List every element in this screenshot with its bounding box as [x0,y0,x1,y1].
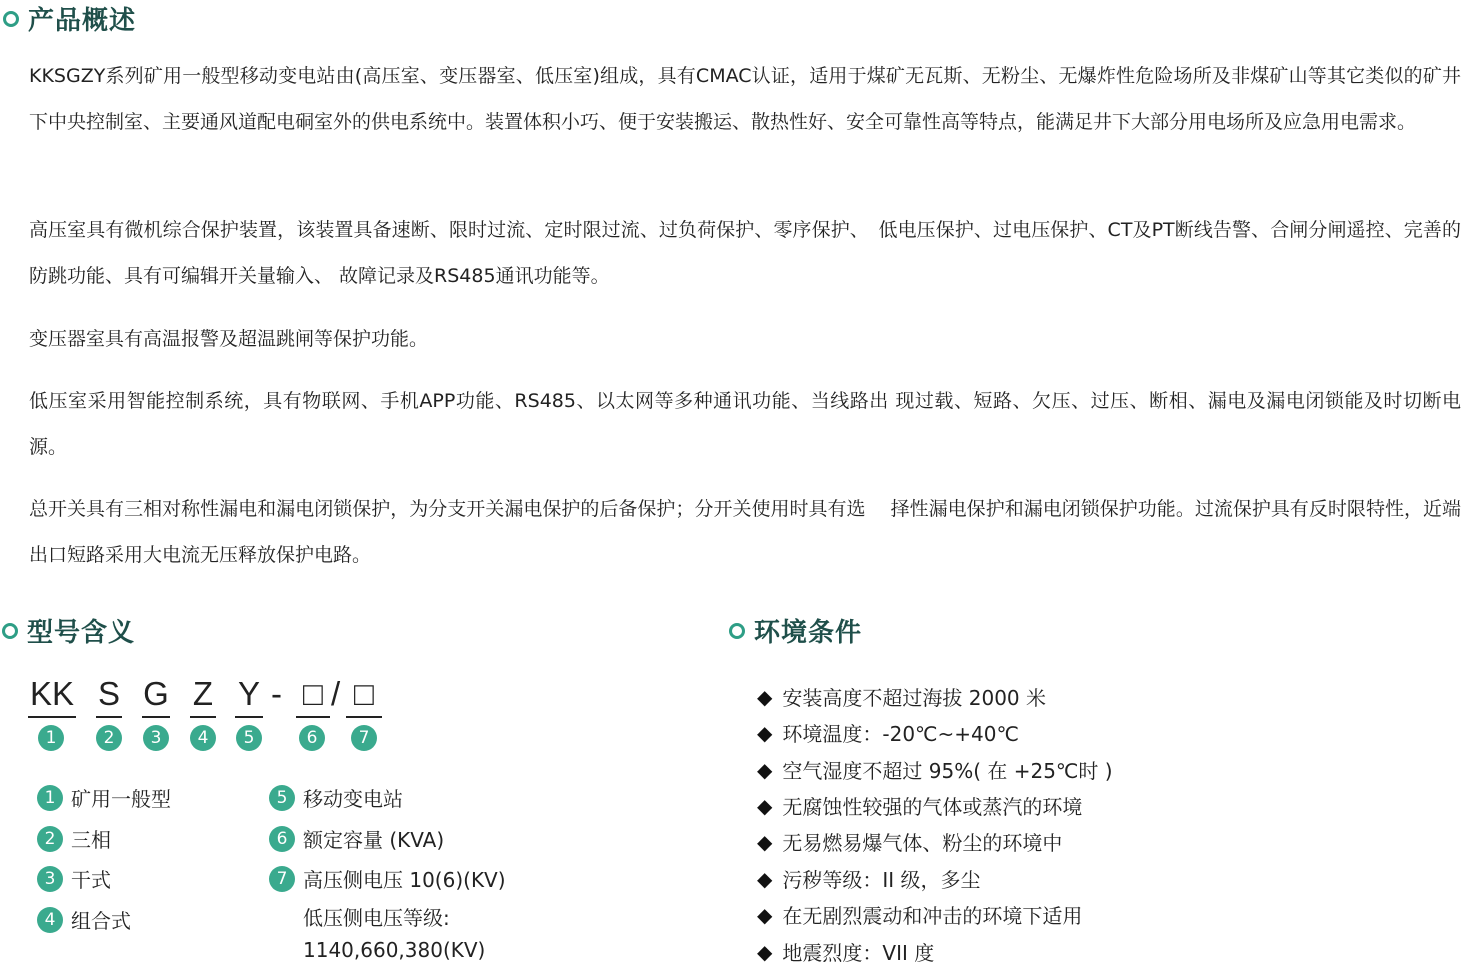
environment-item [757,937,934,966]
model-title: 型号含义 [27,618,136,648]
main-switch-paragraph: 总开关具有三相对称性漏电和漏电闭锁保护，为分支开关漏电保护的后备保护；分开关使用时具有选 择性漏电保护和漏电闭锁保护功能。过流保护具有反时限特性，近端出口短路采用大电流无压释放保护电路。 [29,498,1461,566]
code-part-kk: KK [28,672,76,718]
legend-text: 矿用一般型 [71,787,171,811]
legend-number-badge: 6 [269,826,295,852]
legend-number-badge: 7 [269,866,295,892]
legend-number-badge: 1 [37,785,63,811]
low-voltage-paragraph: 低压室采用智能控制系统，具有物联网、手机APP功能、RS485、以太网等多种通讯功能、当线路出 现过载、短路、欠压、过压、断相、漏电及漏电闭锁能及时切断电源。 [29,390,1461,458]
environment-item [757,791,1082,820]
environment-item [757,827,1062,856]
diamond-bullet-icon: ◆ [757,757,773,782]
environment-item-text: 空气湿度不超过 95%( 在 +25℃时 ) [782,759,1113,783]
legend-number-badge: 3 [37,866,63,892]
code-part-s: S [96,672,122,718]
legend-subtext: 1140,660,380(KV) [303,938,486,962]
high-voltage-paragraph: 高压室具有微机综合保护装置，该装置具备速断、限时过流、定时限过流、过负荷保护、零序保护、 低电压保护、过电压保护、CT及PT断线告警、合闸分闸遥控、完善的防跳功能、具有可编辑开关量输入、 故障记录及RS485通讯功能等。 [29,219,1461,287]
code-number-badge: 4 [190,725,216,751]
code-number-badge: 3 [143,725,169,751]
legend-text: 三相 [71,828,111,852]
bullet-circle-icon [2,623,18,639]
diamond-bullet-icon: ◆ [757,866,773,891]
code-part-voltage: □ [346,672,382,718]
legend-text: 组合式 [71,909,131,933]
code-part-y: Y [235,672,263,718]
environment-item-text: 在无剧烈震动和冲击的环境下适用 [782,904,1083,928]
code-dash: - [271,675,282,712]
environment-item [757,755,1113,784]
code-number-badge: 5 [236,725,262,751]
environment-item [757,864,981,893]
environment-item [757,682,1046,711]
environment-item-text: 安装高度不超过海拔 2000 米 [782,686,1047,710]
diamond-bullet-icon: ◆ [757,902,773,927]
code-slash: / [331,675,341,712]
legend-item [37,864,111,893]
code-part-z: Z [190,672,216,718]
code-number-badge: 1 [38,725,64,751]
overview-header [3,0,136,37]
legend-item [269,864,506,893]
diamond-bullet-icon: ◆ [757,793,773,818]
legend-text: 高压侧电压 10(6)(KV) [303,868,506,892]
legend-item [37,783,171,812]
environment-item-text: 污秽等级：II 级，多尘 [782,868,981,892]
environment-item [757,900,1082,929]
code-number-badge: 2 [96,725,122,751]
environment-item-text: 无腐蚀性较强的气体或蒸汽的环境 [782,795,1083,819]
legend-text: 额定容量 (KVA) [303,828,445,852]
bullet-circle-icon [3,11,19,27]
diamond-bullet-icon: ◆ [757,684,773,709]
legend-item [269,824,444,853]
environment-item-text: 地震烈度：VII 度 [782,941,935,965]
diamond-bullet-icon: ◆ [757,939,773,964]
legend-number-badge: 2 [37,826,63,852]
legend-number-badge: 5 [269,785,295,811]
legend-item [37,905,131,934]
legend-item [269,783,403,812]
bullet-circle-icon [729,623,745,639]
environment-header [729,612,862,649]
code-part-capacity: □ [296,672,330,718]
environment-item-text: 环境温度：-20℃~+40℃ [782,722,1019,746]
diamond-bullet-icon: ◆ [757,720,773,745]
overview-paragraph: KKSGZY系列矿用一般型移动变电站由(高压室、变压器室、低压室)组成，具有CMAC认证，适用于煤矿无瓦斯、无粉尘、无爆炸性危险场所及非煤矿山等其它类似的矿井下中央控制室、主要通风道配电硐室外的供电系统中。装置体积小巧、便于安装搬运、散热性好、安全可靠性高等特点，能满足井下大部分用电场所及应急用电需求。 [29,65,1461,133]
environment-item [757,718,1019,747]
legend-text: 移动变电站 [303,787,403,811]
legend-item [37,824,111,853]
diamond-bullet-icon: ◆ [757,829,773,854]
environment-title: 环境条件 [754,618,863,648]
legend-text: 干式 [71,868,111,892]
legend-subtext: 低压侧电压等级: [303,906,450,930]
code-number-badge: 6 [299,725,325,751]
environment-item-text: 无易燃易爆气体、粉尘的环境中 [782,831,1063,855]
transformer-paragraph: 变压器室具有高温报警及超温跳闸等保护功能。 [29,328,429,350]
code-number-badge: 7 [351,725,377,751]
legend-number-badge: 4 [37,907,63,933]
model-code [28,672,448,762]
code-part-g: G [142,672,170,718]
overview-title: 产品概述 [28,6,137,36]
model-header [2,612,135,649]
